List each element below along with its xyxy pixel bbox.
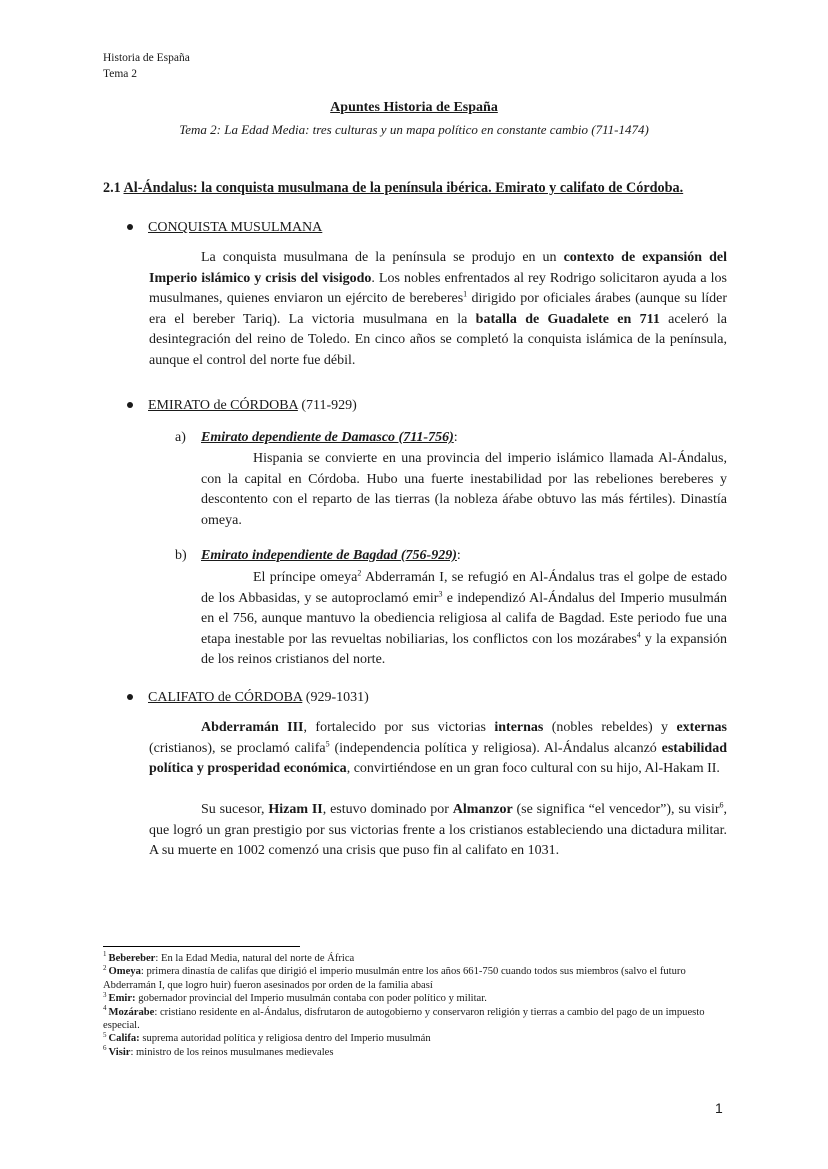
header-subject: Historia de España bbox=[103, 52, 190, 64]
califato-p2-text-1: Su sucesor, bbox=[201, 802, 269, 817]
footnote-number: 2 bbox=[103, 963, 107, 972]
footnote-item bbox=[103, 1006, 728, 1033]
footnote-item bbox=[103, 952, 728, 965]
conquista-paragraph bbox=[149, 248, 727, 371]
emirato-a-paragraph bbox=[201, 449, 727, 531]
emirato-b-text-1: El príncipe omeya bbox=[253, 570, 358, 585]
califato-p1-text-5: , convirtiéndose en un gran foco cultural con su hijo, Al-Hakam II. bbox=[346, 761, 720, 776]
conquista-heading: CONQUISTA MUSULMANA bbox=[148, 220, 323, 235]
footnote-ref-2[interactable]: 2 bbox=[357, 568, 362, 578]
footnote-number: 6 bbox=[103, 1044, 107, 1053]
footnote-ref-4[interactable]: 4 bbox=[636, 629, 641, 639]
header-topic: Tema 2 bbox=[103, 68, 138, 80]
califato-p1-text-1: , fortalecido por sus victorias bbox=[303, 720, 495, 735]
footnote-term: Omeya bbox=[108, 966, 141, 978]
califato-p2-text-4: , que logró un gran prestigio por sus victorias frente a los cristianos estableciendo una dictadura militar. A su muerte en 1002 comenzó una crisis que puso fin al califato en 1031. bbox=[149, 802, 727, 858]
page-number: 1 bbox=[715, 1100, 723, 1116]
footnote-item bbox=[103, 1032, 728, 1045]
emirato-b-text-4: y la expansión de los reinos cristianos del norte. bbox=[201, 631, 727, 667]
califato-p1-bold-3: externas bbox=[676, 720, 727, 735]
emirato-heading: EMIRATO de CÓRDOBA bbox=[148, 398, 298, 413]
footnote-term: Bebereber bbox=[108, 953, 156, 964]
conquista-bold-1: contexto de expansión del Imperio islámico y crisis del visigodo bbox=[149, 250, 727, 286]
bullet-conquista bbox=[127, 220, 322, 236]
califato-p2-bold-1: Hizam II bbox=[268, 802, 323, 817]
section-number: 2.1 bbox=[103, 180, 124, 196]
califato-p1-text-2: (nobles rebeldes) y bbox=[543, 720, 677, 735]
footnote-ref-5[interactable]: 5 bbox=[325, 738, 330, 748]
section-heading bbox=[103, 180, 743, 197]
conquista-text-2: . Los nobles enfrentados al rey Rodrigo solicitaron ayuda a los musulmanes, quienes enviaron un ejército de bereberes bbox=[149, 270, 727, 306]
footnote-number: 5 bbox=[103, 1030, 107, 1039]
conquista-text-1: La conquista musulmana de la península se produjo en un bbox=[201, 250, 564, 265]
conquista-text-4: aceleró la desintegración del reino de Toledo. En cinco años se completó la conquista islámica de la península, aunque el control del norte fue débil. bbox=[149, 311, 727, 368]
califato-p1-text-3: (cristianos), se proclamó califa bbox=[149, 740, 326, 756]
footnote-term: Emir: bbox=[108, 993, 136, 1005]
section-title: Al-Ándalus: la conquista musulmana de la península ibérica. Emirato y califato de Córdoba. bbox=[123, 180, 684, 196]
list-marker-a: a) bbox=[175, 430, 186, 445]
conquista-text-3: dirigido por oficiales árabes (aunque su líder era el bereber Tariq). La victoria musulmana en la bbox=[149, 291, 727, 327]
conquista-bold-2: batalla de Guadalete en 711 bbox=[475, 311, 660, 327]
califato-p2-text-3: (se significa “el vencedor”), su visir bbox=[512, 802, 720, 817]
emirato-a-text: Hispania se convierte en una provincia del imperio islámico llamada Al-Ándalus, con la capital en Córdoba. Hubo una fuerte inestabilidad por las rebeliones bereberes y descontento con el reparto de las tierras (la nobleza áŕabe obtuvo las más fértiles). Dinastía omeya. bbox=[201, 451, 727, 528]
califato-paragraph-1 bbox=[149, 718, 727, 780]
califato-heading: CALIFATO de CÓRDOBA bbox=[148, 690, 303, 705]
footnote-number: 1 bbox=[103, 950, 107, 959]
footnote-text: : primera dinastía de califas que dirigió el imperio musulmán entre los años 661-750 cuando todos sus miembros (salvo el futuro Abderramán I, que logro huir) fueron asesinados por orden de la familia abasí bbox=[103, 966, 686, 991]
footnote-text: : ministro de los reinos musulmanes medievales bbox=[130, 1046, 334, 1058]
emirato-a-heading bbox=[175, 430, 458, 446]
califato-paragraph-2 bbox=[149, 800, 727, 862]
document-subtitle: Tema 2: La Edad Media: tres culturas y un mapa político en constante cambio (711-1474) bbox=[179, 122, 649, 137]
footnote-ref-6[interactable]: 6 bbox=[719, 800, 724, 810]
bullet-dot-icon bbox=[127, 402, 133, 408]
page-header bbox=[103, 50, 190, 82]
emirato-b-title: Emirato independiente de Bagdad (756-929) bbox=[201, 548, 457, 563]
emirato-b-text-2: Abderramán I, se refugió en Al-Ándalus tras el golpe de estado de los Abbasidas, y se autoproclamó emir bbox=[201, 570, 727, 606]
califato-p1-bold-4: estabilidad política y prosperidad económica bbox=[149, 740, 727, 776]
califato-years: (929-1031) bbox=[302, 690, 369, 705]
emirato-b-heading bbox=[175, 548, 461, 564]
document-title: Apuntes Historia de España bbox=[330, 100, 498, 115]
footnote-text: gobernador provincial del Imperio musulmán contaba con poder político y militar. bbox=[135, 993, 487, 1005]
emirato-b-paragraph bbox=[201, 568, 727, 671]
footnote-item bbox=[103, 1046, 728, 1059]
footnote-ref-3[interactable]: 3 bbox=[438, 588, 443, 598]
footnote-number: 3 bbox=[103, 990, 107, 999]
bullet-emirato bbox=[127, 398, 357, 414]
footnote-text: : cristiano residente en al-Ándalus, disfrutaron de autogobierno y conservaron religión y tierras a cambio del pago de un impuesto especial. bbox=[103, 1006, 705, 1032]
emirato-b-colon: : bbox=[456, 548, 461, 563]
bullet-califato bbox=[127, 690, 369, 706]
footnote-text: : En la Edad Media, natural del norte de África bbox=[155, 953, 355, 964]
footnote-term: Visir bbox=[108, 1046, 131, 1058]
footnote-text: suprema autoridad política y religiosa dentro del Imperio musulmán bbox=[139, 1033, 431, 1045]
footnote-ref-1[interactable]: 1 bbox=[463, 289, 468, 299]
footnote-term: Califa: bbox=[108, 1033, 140, 1045]
califato-p1-bold-1: Abderramán III bbox=[201, 720, 304, 735]
footnotes bbox=[103, 952, 728, 1059]
emirato-a-colon: : bbox=[453, 430, 458, 445]
bullet-dot-icon bbox=[127, 224, 133, 230]
footnote-term: Mozárabe bbox=[108, 1006, 155, 1018]
list-marker-b: b) bbox=[175, 548, 187, 563]
califato-p1-bold-2: internas bbox=[494, 720, 544, 735]
footnote-separator bbox=[103, 946, 300, 947]
califato-p2-text-2: , estuvo dominado por bbox=[322, 802, 453, 817]
califato-p1-text-4: (independencia política y religiosa). Al-Ándalus alcanzó bbox=[329, 740, 662, 756]
califato-p2-bold-2: Almanzor bbox=[452, 802, 513, 817]
emirato-b-text-3: e independizó Al-Ándalus del Imperio musulmán en el 756, aunque mantuvo la obediencia religiosa al califa de Bagdad. Este periodo fue una etapa inestable por las revueltas nobiliarias, los conflictos con los mozárabes bbox=[201, 590, 727, 647]
emirato-a-title: Emirato dependiente de Damasco (711-756) bbox=[201, 430, 454, 445]
emirato-years: (711-929) bbox=[297, 398, 357, 413]
footnote-item bbox=[103, 992, 728, 1005]
bullet-dot-icon bbox=[127, 694, 133, 700]
footnote-item bbox=[103, 965, 728, 992]
footnote-number: 4 bbox=[103, 1004, 107, 1013]
